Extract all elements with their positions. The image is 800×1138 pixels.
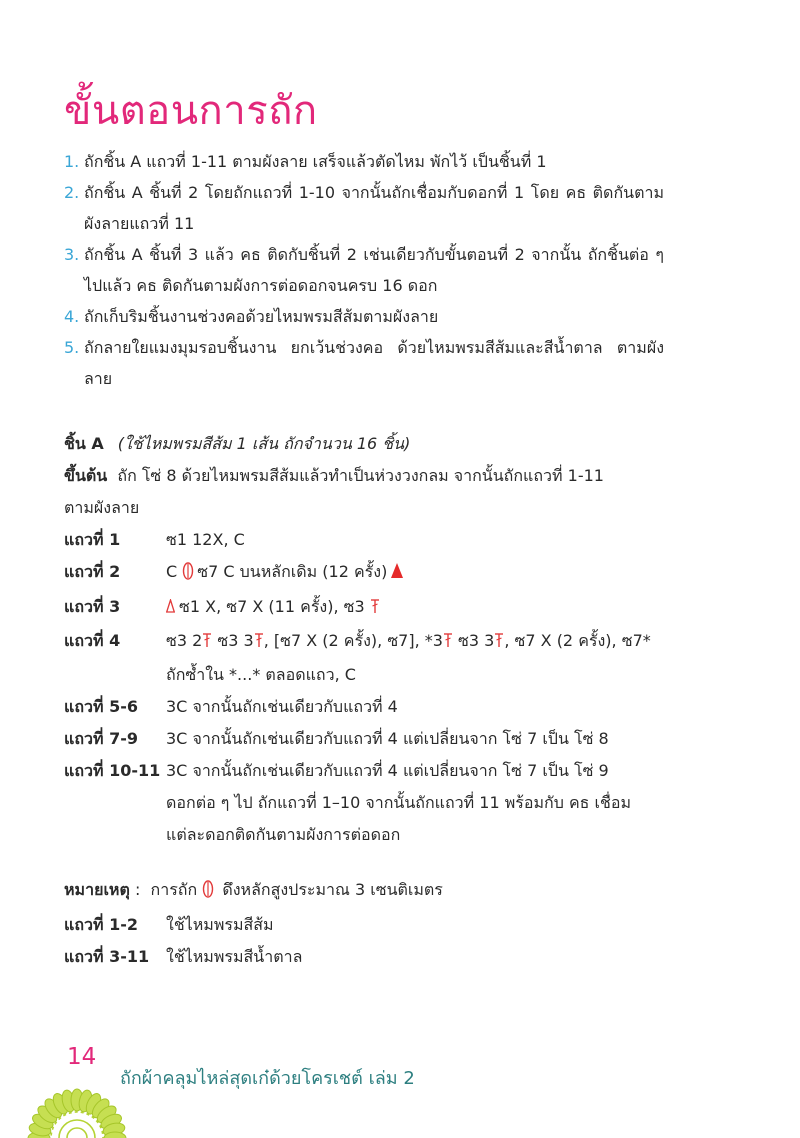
row-text-c: , [ซ7 X (2 ครั้ง), ซ7], *3 (263, 631, 443, 650)
outline-triangle-icon (166, 599, 175, 613)
notes-section (64, 874, 684, 973)
piece-subtitle: (ใช้ไหมพรมสีส้ม 1 เส้น ถักจำนวน 16 ชิ้น) (117, 434, 411, 453)
note-text-b: ดึงหลักสูงประมาณ 3 เซนติเมตร (222, 880, 443, 899)
row-text-b: ซ3 3 (212, 631, 254, 650)
double-crochet-icon (254, 627, 264, 659)
start-label: ขึ้นต้น (64, 466, 108, 485)
double-crochet-icon (494, 627, 504, 659)
row-text-a: ซ1 X, ซ7 X (11 ครั้ง), ซ3 (179, 597, 365, 616)
row-7-9 (64, 723, 684, 755)
long-stitch-icon (202, 877, 214, 909)
page-title: ขั้นตอนการถัก (64, 88, 318, 134)
book-title: ถักผ้าคลุมไหล่สุดเก๋ด้วยโครเชต์ เล่ม 2 (120, 1068, 415, 1089)
double-crochet-icon (202, 627, 212, 659)
piece-label: ชิ้น A (64, 434, 104, 453)
note-label: หมายเหตุ (64, 880, 130, 899)
step-number: 2. (64, 183, 80, 202)
step-item (64, 239, 664, 301)
step-item (64, 146, 664, 177)
note-line (64, 874, 684, 909)
long-stitch-icon (182, 559, 194, 591)
step-text: ถักชิ้น A แถวที่ 1-11 ตามผังลาย เสร็จแล้วตัดไหม พักไว้ เป็นชิ้นที่ 1 (84, 152, 547, 171)
row-text-line2: ถักซ้ำใน *...* ตลอดแถว, C (166, 665, 356, 684)
note-row-text: ใช้ไหมพรมสีน้ำตาล (166, 947, 303, 966)
piece-header (64, 428, 684, 460)
row-text: ซ1 12X, C (166, 530, 245, 549)
row-label: แถวที่ 7-9 (64, 729, 139, 748)
steps-list (64, 146, 664, 394)
row-10-11 (64, 755, 684, 851)
start-line (64, 460, 684, 492)
step-text: ถักชิ้น A ชิ้นที่ 3 แล้ว คธ ติดกับชิ้นที่ 2 เช่นเดียวกับขั้นตอนที่ 2 จากนั้น ถักชิ้นต่อ ๆ ไปแล้ว คธ ติดกันตามผังการต่อดอกจนครบ 16 ดอก (84, 245, 664, 295)
note-row (64, 909, 684, 941)
step-number: 5. (64, 338, 80, 357)
step-number: 4. (64, 307, 80, 326)
step-number: 3. (64, 245, 80, 264)
row-label: แถวที่ 2 (64, 562, 121, 581)
note-colon: : (134, 880, 141, 899)
row-text-a: ซ3 2 (166, 631, 203, 650)
step-text: ถักชิ้น A ชิ้นที่ 2 โดยถักแถวที่ 1-10 จากนั้นถักเชื่อมกับดอกที่ 1 โดย คธ ติดกันตามผังลายแถวที่ 11 (84, 183, 664, 233)
step-number: 1. (64, 152, 80, 171)
note-row-label: แถวที่ 1-2 (64, 915, 139, 934)
row-label: แถวที่ 3 (64, 597, 121, 616)
row-text: 3C จากนั้นถักเช่นเดียวกับแถวที่ 4 แต่เปลี่ยนจาก โซ่ 7 เป็น โซ่ 8 (166, 729, 609, 748)
row-4 (64, 625, 684, 691)
step-item (64, 332, 664, 394)
step-item (64, 301, 664, 332)
row-text-d: ซ3 3 (452, 631, 495, 650)
note-row-label: แถวที่ 3-11 (64, 947, 150, 966)
row-text: 3C จากนั้นถักเช่นเดียวกับแถวที่ 4 (166, 697, 398, 716)
row-text-e: , ซ7 X (2 ครั้ง), ซ7* (504, 631, 651, 650)
start-text: ถัก โซ่ 8 ด้วยไหมพรมสีส้มแล้วทำเป็นห่วงวงกลม จากนั้นถักแถวที่ 1-11 (117, 466, 604, 485)
row-text (166, 625, 684, 691)
start-line-2: ตามผังลาย (64, 498, 140, 517)
row-label: แถวที่ 10-11 (64, 761, 161, 780)
row-label: แถวที่ 5-6 (64, 697, 139, 716)
row-text-line1: 3C จากนั้นถักเช่นเดียวกับแถวที่ 4 แต่เปลี่ยนจาก โซ่ 7 เป็น โซ่ 9 (166, 761, 609, 780)
row-2 (64, 556, 684, 591)
row-label: แถวที่ 1 (64, 530, 121, 549)
row-text-line3: แต่ละดอกติดกันตามผังการต่อดอก (166, 825, 401, 844)
note-row-text: ใช้ไหมพรมสีส้ม (166, 915, 274, 934)
filled-triangle-icon (391, 563, 403, 578)
row-text-line2: ดอกต่อ ๆ ไป ถักแถวที่ 1–10 จากนั้นถักแถวที่ 11 พร้อมกับ คธ เชื่อม (166, 793, 631, 812)
footer (0, 1040, 800, 1138)
row-text (166, 591, 684, 625)
step-item (64, 177, 664, 239)
note-row (64, 941, 684, 973)
pattern-section (64, 428, 684, 851)
note-text-a: การถัก (150, 880, 198, 899)
row-text-b: ซ7 C บนหลักเดิม (12 ครั้ง) (197, 562, 388, 581)
row-text (166, 755, 684, 851)
row-3 (64, 591, 684, 625)
step-text: ถักเก็บริมชิ้นงานช่วงคอด้วยไหมพรมสีส้มตามผังลาย (84, 307, 439, 326)
row-text-a: C (166, 562, 178, 581)
page-number: 14 (67, 1044, 97, 1070)
double-crochet-icon (370, 593, 380, 625)
row-text (166, 556, 684, 591)
double-crochet-icon (443, 627, 453, 659)
row-5-6 (64, 691, 684, 723)
step-text: ถักลายใยแมงมุมรอบชิ้นงาน ยกเว้นช่วงคอ ด้วยไหมพรมสีส้มและสีน้ำตาล ตามผังลาย (84, 338, 664, 388)
row-label: แถวที่ 4 (64, 631, 121, 650)
row-1 (64, 524, 684, 556)
